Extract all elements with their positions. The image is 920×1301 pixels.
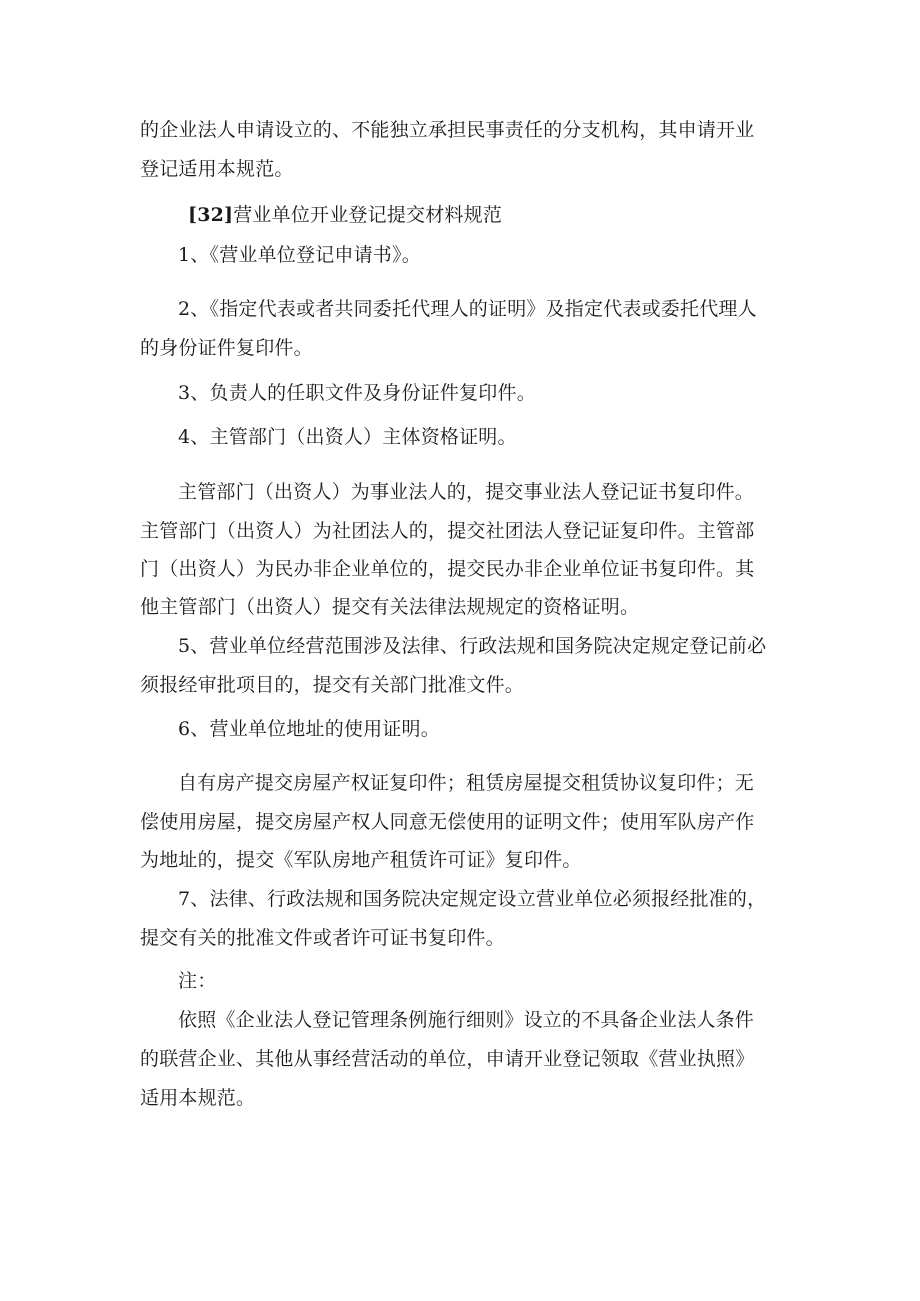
list-item: 5、营业单位经营范围涉及法律、行政法规和国务院决定规定登记前必 — [178, 635, 767, 657]
list-item: 7、法律、行政法规和国务院决定规定设立营业单位必须报经批准的， — [178, 888, 767, 910]
paragraph-line: 他主管部门（出资人）提交有关法律法规规定的资格证明。 — [140, 596, 640, 618]
paragraph-line: 提交有关的批准文件或者许可证书复印件。 — [140, 927, 505, 949]
section-title: 营业单位开业登记提交材料规范 — [233, 204, 503, 226]
paragraph-line: 为地址的，提交《军队房地产租赁许可证》复印件。 — [140, 849, 582, 871]
list-item: 6、营业单位地址的使用证明。 — [178, 718, 440, 740]
paragraph-line: 门（出资人）为民办非企业单位的，提交民办非企业单位证书复印件。其 — [140, 558, 755, 580]
section-number: [32] — [188, 204, 234, 226]
section-heading — [188, 203, 502, 227]
list-item: 2、《指定代表或者共同委托代理人的证明》及指定代表或委托代理人 — [178, 298, 757, 320]
paragraph-line: 的企业法人申请设立的、不能独立承担民事责任的分支机构，其申请开业 — [140, 119, 755, 141]
list-item: 3、负责人的任职文件及身份证件复印件。 — [178, 382, 536, 404]
paragraph-line: 的联营企业、其他从事经营活动的单位，申请开业登记领取《营业执照》 — [140, 1048, 755, 1070]
paragraph-line: 主管部门（出资人）为社团法人的，提交社团法人登记证复印件。主管部 — [140, 520, 755, 542]
paragraph-line: 登记适用本规范。 — [140, 158, 294, 180]
list-item: 4、主管部门（出资人）主体资格证明。 — [178, 426, 517, 448]
paragraph-line: 偿使用房屋，提交房屋产权人同意无偿使用的证明文件；使用军队房产作 — [140, 811, 755, 833]
paragraph-line: 自有房产提交房屋产权证复印件；租赁房屋提交租赁协议复印件；无 — [178, 772, 755, 794]
paragraph-line: 的身份证件复印件。 — [140, 337, 313, 359]
list-item: 1、《营业单位登记申请书》。 — [178, 244, 421, 266]
paragraph-line: 须报经审批项目的，提交有关部门批准文件。 — [140, 674, 525, 696]
paragraph-line: 主管部门（出资人）为事业法人的，提交事业法人登记证书复印件。 — [178, 481, 755, 503]
paragraph-line: 适用本规范。 — [140, 1087, 256, 1109]
note-label: 注： — [178, 970, 217, 992]
paragraph-line: 依照《企业法人登记管理条例施行细则》设立的不具备企业法人条件 — [178, 1009, 755, 1031]
